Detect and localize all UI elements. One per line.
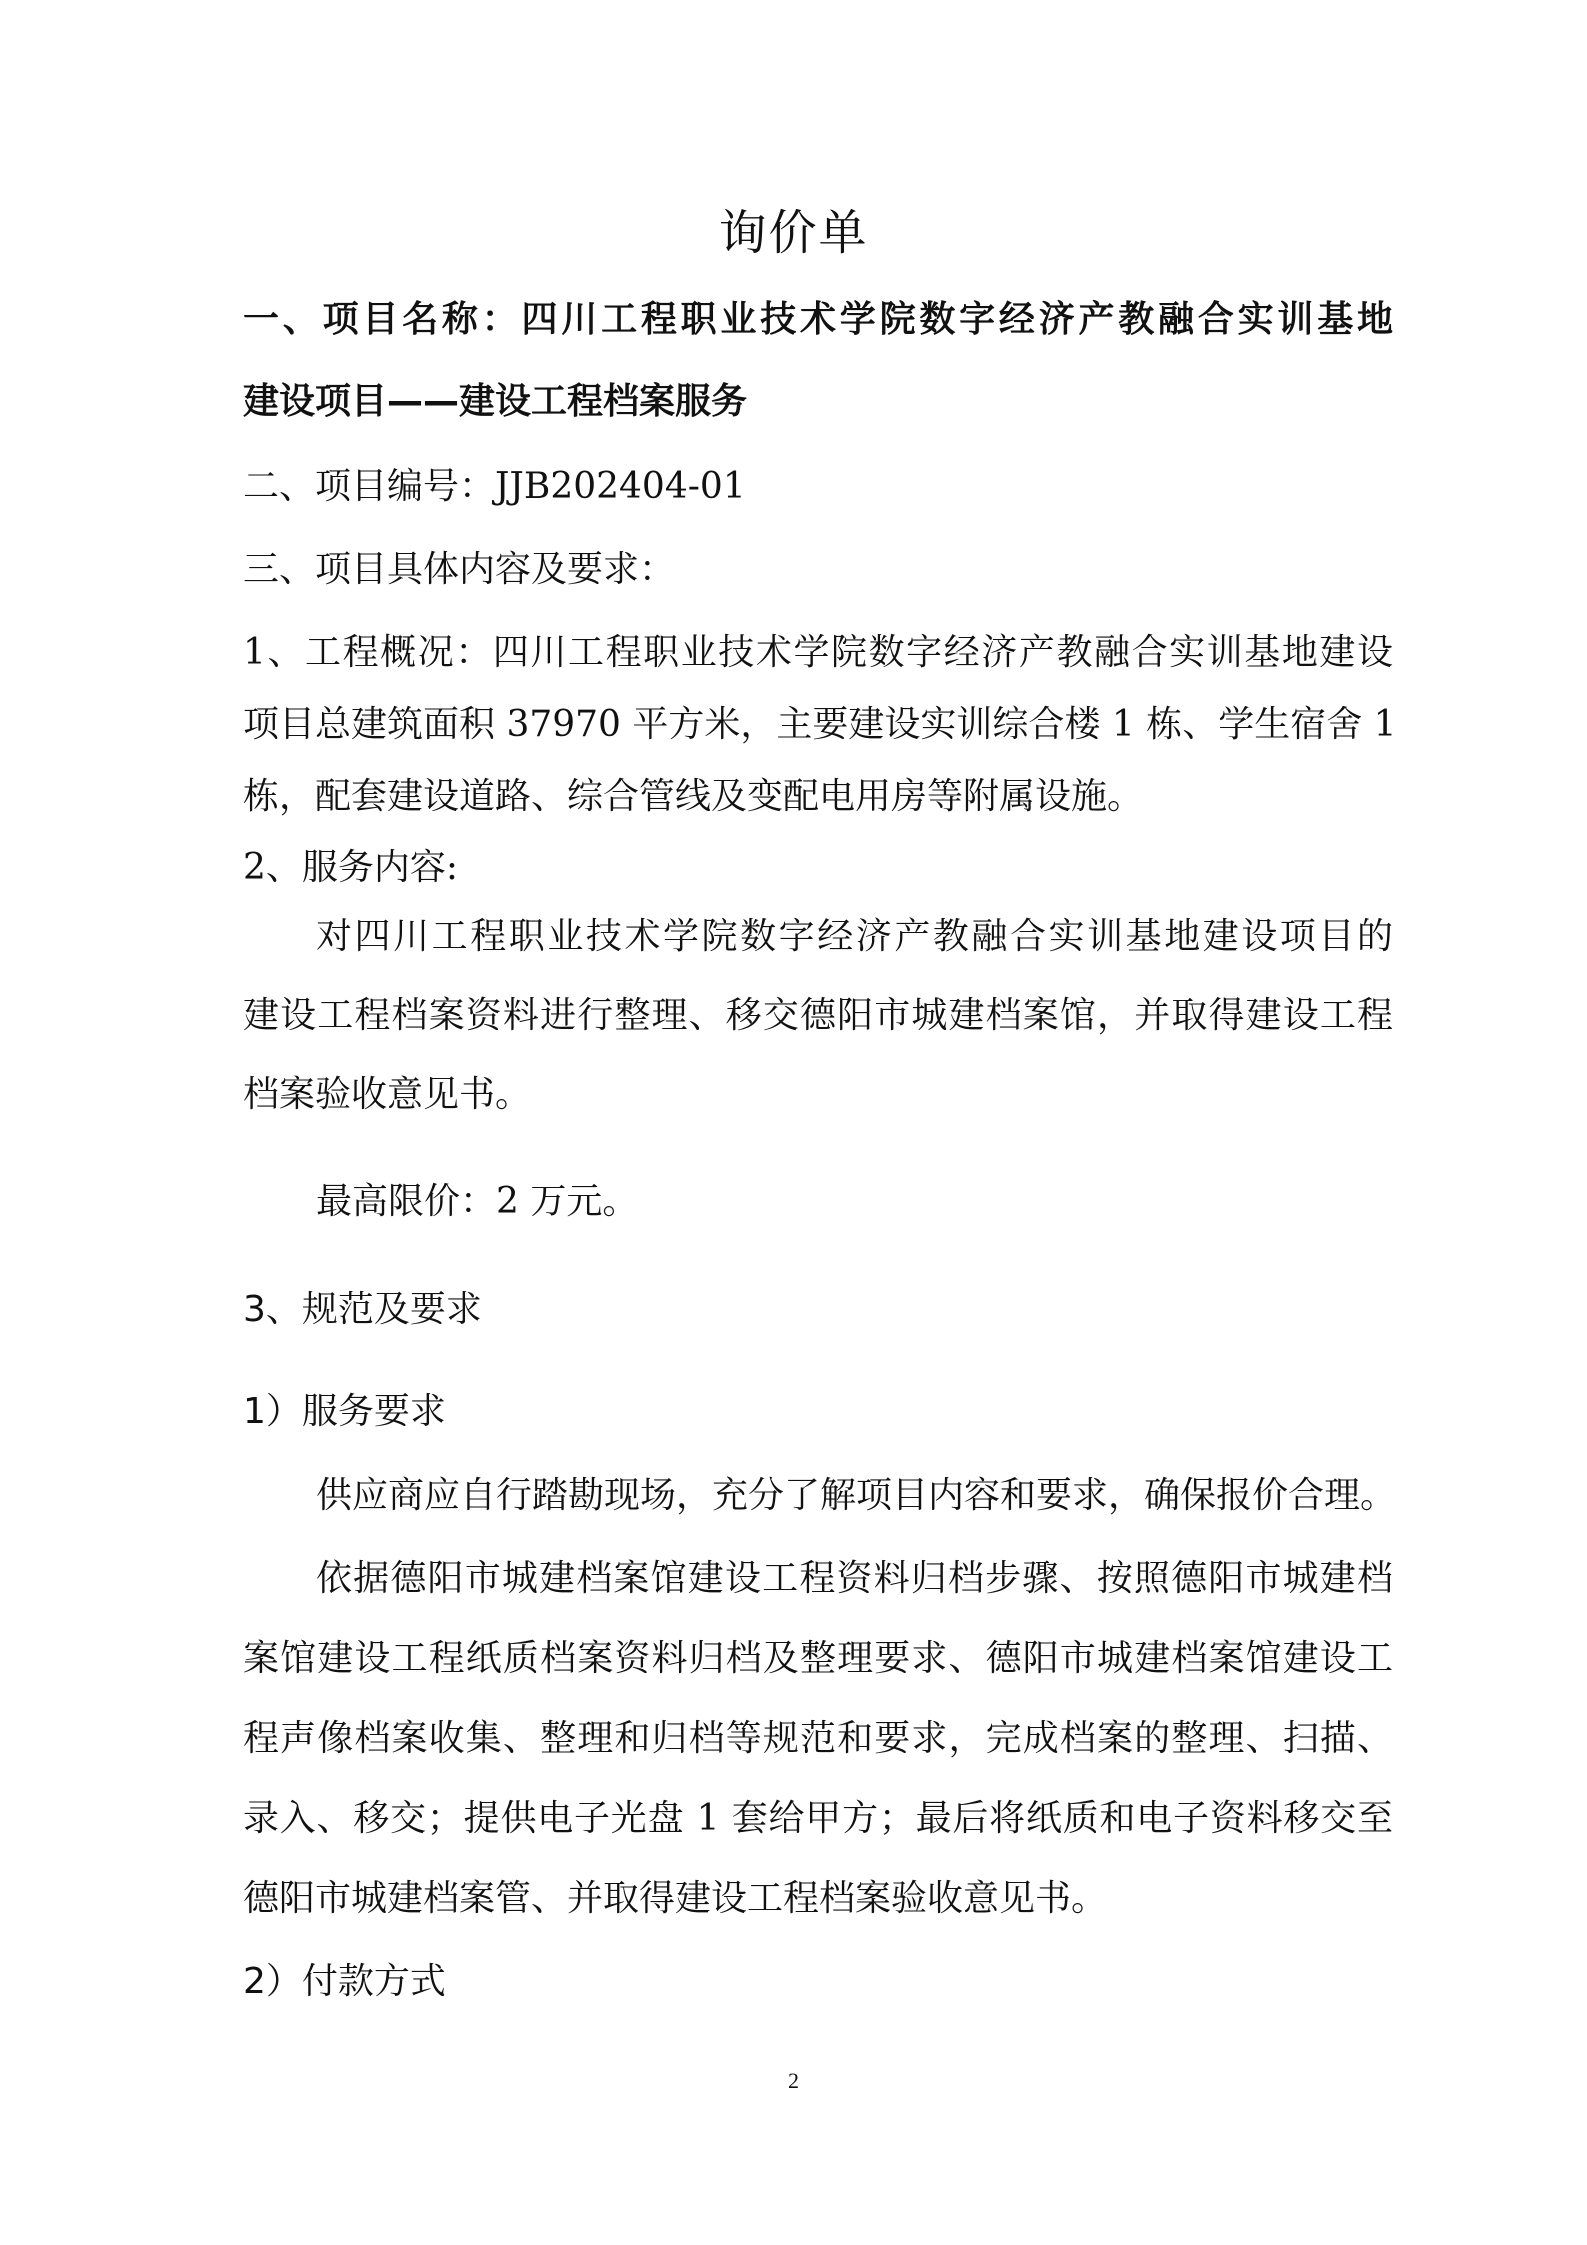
payment-method-heading: 2）付款方式	[243, 1961, 446, 2002]
project-content-heading: 三、项目具体内容及要求：	[243, 549, 676, 590]
overview-line-3: 栋，配套建设道路、综合管线及变配电用房等附属设施。	[243, 776, 1144, 817]
service-requirements-heading: 1）服务要求	[243, 1391, 446, 1432]
service-requirements-paragraph-2-line-5: 德阳市城建档案管、并取得建设工程档案验收意见书。	[243, 1878, 1108, 1919]
page-title: 询价单	[718, 205, 869, 261]
overview-line-1: 1、工程概况：四川工程职业技术学院数字经济产教融合实训基地建设	[243, 632, 1393, 673]
project-name-line-2: 建设项目——建设工程档案服务	[243, 381, 748, 422]
service-requirements-paragraph-2-line-2: 案馆建设工程纸质档案资料归档及整理要求、德阳市城建档案馆建设工	[243, 1638, 1393, 1679]
project-number: 二、项目编号：JJB202404-01	[243, 466, 746, 507]
service-requirements-paragraph-2-line-4: 录入、移交；提供电子光盘 1 套给甲方；最后将纸质和电子资料移交至	[243, 1798, 1393, 1839]
standards-heading: 3、规范及要求	[243, 1289, 482, 1330]
service-requirements-paragraph-2-line-1: 依据德阳市城建档案馆建设工程资料归档步骤、按照德阳市城建档	[316, 1558, 1393, 1599]
service-content-heading: 2、服务内容:	[243, 847, 459, 888]
service-content-line-1: 对四川工程职业技术学院数字经济产教融合实训基地建设项目的	[316, 916, 1393, 957]
service-content-line-2: 建设工程档案资料进行整理、移交德阳市城建档案馆，并取得建设工程	[243, 995, 1393, 1036]
page-number: 2	[788, 2068, 799, 2093]
overview-line-2: 项目总建筑面积 37970 平方米，主要建设实训综合楼 1 栋、学生宿舍 1	[243, 704, 1397, 745]
service-requirements-paragraph-2-line-3: 程声像档案收集、整理和归档等规范和要求，完成档案的整理、扫描、	[243, 1718, 1393, 1759]
service-requirements-paragraph-1: 供应商应自行踏勘现场，充分了解项目内容和要求，确保报价合理。	[316, 1475, 1397, 1516]
service-content-line-3: 档案验收意见书。	[243, 1074, 532, 1115]
project-name-line-1: 一、项目名称：四川工程职业技术学院数字经济产教融合实训基地	[243, 299, 1393, 340]
max-price: 最高限价：2 万元。	[316, 1181, 639, 1222]
